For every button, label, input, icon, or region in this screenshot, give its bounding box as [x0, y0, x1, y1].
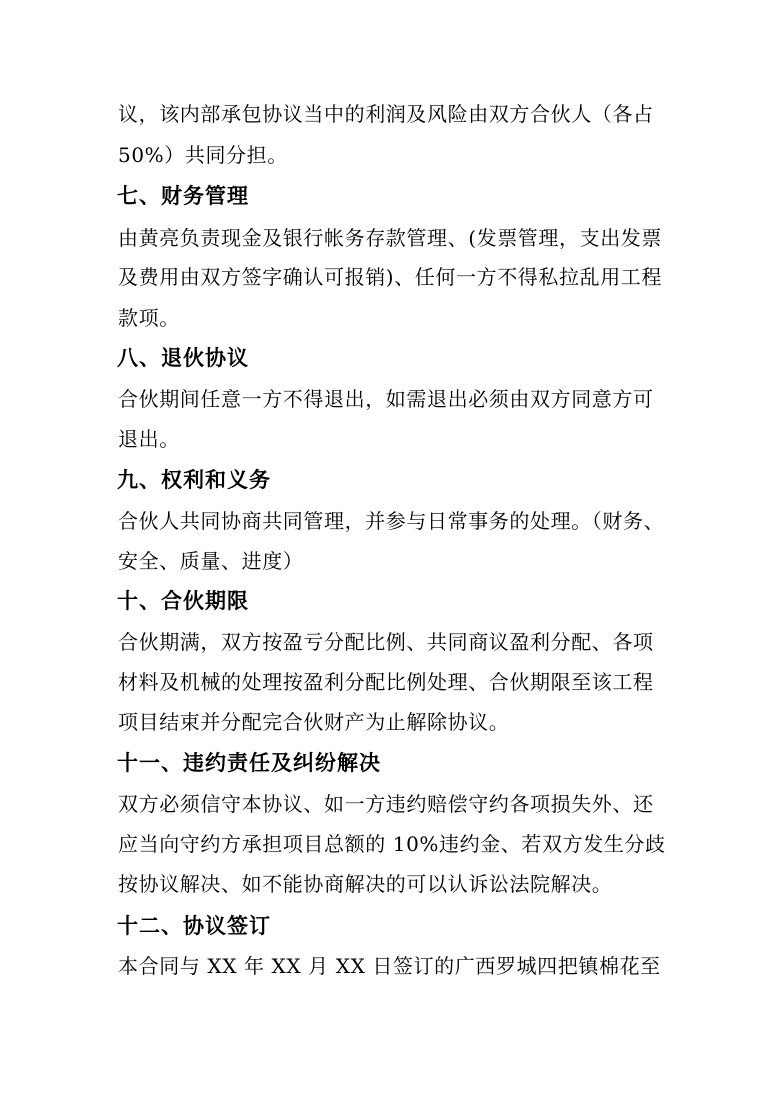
breach-line-3: 按协议解决、如不能协商解决的可以认诉讼法院解决。: [118, 872, 613, 896]
term-line-1: 合伙期满，双方按盈亏分配比例、共同商议盈利分配、各项: [118, 630, 654, 654]
section-heading-finance: 七、财务管理: [117, 184, 249, 208]
intro-line-1: 议，该内部承包协议当中的利润及风险由双方合伙人（各占: [118, 102, 654, 126]
finance-line-2: 及费用由双方签字确认可报销)、任何一方不得私拉乱用工程: [118, 265, 663, 289]
withdrawal-line-1: 合伙期间任意一方不得退出，如需退出必须由双方同意方可: [118, 387, 654, 411]
breach-line-2: 应当向守约方承担项目总额的 10%违约金、若双方发生分歧: [118, 832, 666, 856]
withdrawal-line-2: 退出。: [118, 427, 180, 451]
rights-line-1: 合伙人共同协商共同管理，并参与日常事务的处理。（财务、: [118, 509, 665, 533]
section-heading-breach: 十一、违约责任及纠纷解决: [117, 751, 381, 775]
section-heading-term: 十、合伙期限: [117, 589, 249, 613]
rights-line-2: 安全、质量、进度）: [118, 549, 304, 573]
term-line-3: 项目结束并分配完合伙财产为止解除协议。: [118, 710, 510, 734]
section-heading-signing: 十二、协议签订: [117, 914, 271, 938]
finance-line-3: 款项。: [118, 306, 180, 330]
finance-line-1: 由黄亮负责现金及银行帐务存款管理、(发票管理，支出发票: [118, 226, 663, 250]
intro-line-2: 50%）共同分担。: [118, 143, 288, 167]
section-heading-withdrawal: 八、退伙协议: [117, 346, 249, 370]
term-line-2: 材料及机械的处理按盈利分配比例处理、合伙期限至该工程: [118, 670, 654, 694]
signing-line-1: 本合同与 XX 年 XX 月 XX 日签订的广西罗城四把镇棉花至: [118, 954, 661, 978]
breach-line-1: 双方必须信守本协议、如一方违约赔偿守约各项损失外、还: [118, 792, 654, 816]
section-heading-rights: 九、权利和义务: [117, 468, 271, 492]
